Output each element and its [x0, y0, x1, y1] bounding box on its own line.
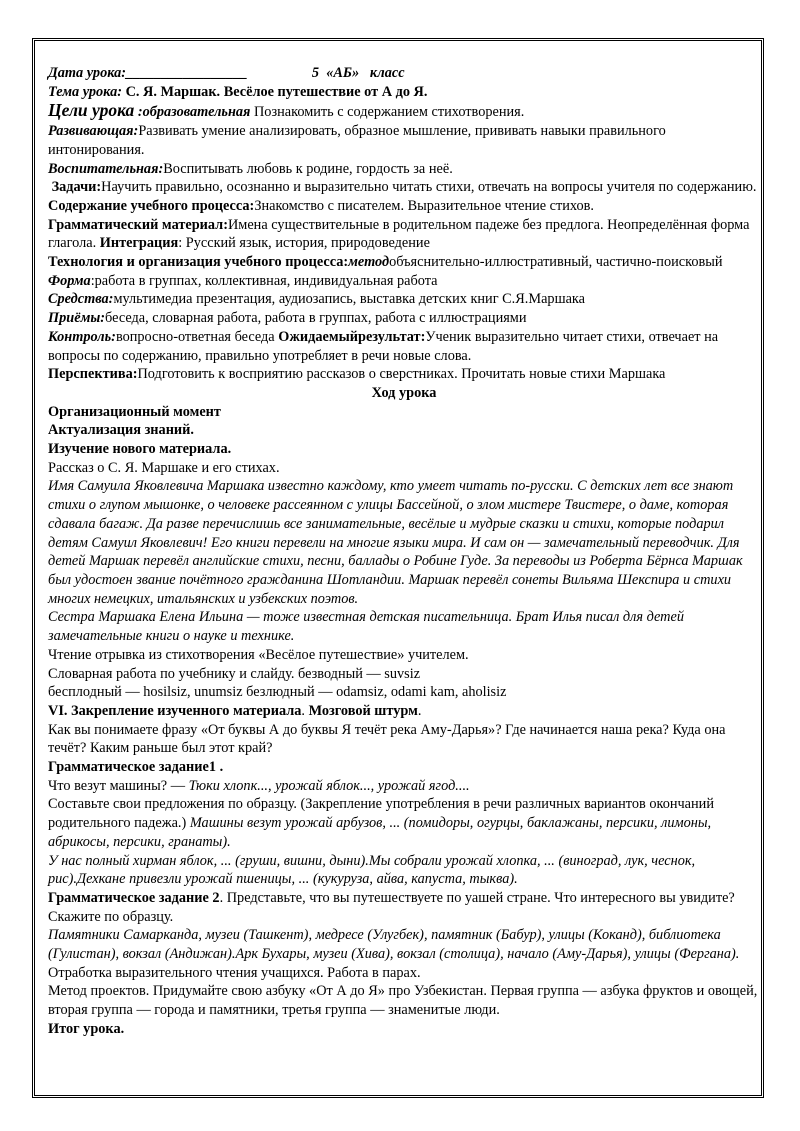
date-blank: _________________ [126, 65, 248, 81]
control-line [48, 328, 760, 365]
topic-label: Тема урока: [48, 83, 122, 100]
tasks-line [48, 178, 760, 215]
new-material: Изучение нового материала. [48, 441, 232, 458]
story-intro: Рассказ о С. Я. Маршаке и его стихах. [48, 459, 280, 476]
goals-label: Цели урока [48, 100, 135, 121]
integration-text: : Русский язык, история, природоведение [178, 235, 430, 252]
story-paragraph-2: Сестра Маршака Елена Ильина — тоже известная детская писательница. Брат Илья писал для детей замечательные книги о науке и технике. [48, 609, 684, 645]
task1-instruction-line [48, 795, 760, 851]
result-text: Ученик выразительно читает стихи, отвечает на вопросы по содержанию, правильно употребляет в речи новые слова. [48, 328, 719, 364]
developing-text: Развивать умение анализировать, образное мышление, прививать навыки правильного интонирования. [48, 123, 666, 158]
task1-title: Грамматическое задание1 . [48, 759, 224, 776]
perspective-text: Подготовить к восприятию рассказов о сверстниках. Прочитать новые стихи Маршака [137, 366, 666, 383]
developing-line [48, 122, 760, 159]
brainstorm-label: Мозговой штурм [308, 702, 418, 719]
org-moment: Организационный момент [48, 403, 221, 420]
vocab-line: бесплодный — hosilsiz, unumsiz безлюдный — odamsiz, odami kam, aholisiz [48, 684, 507, 701]
brainstorm-question: Как вы понимаете фразу «От буквы А до буквы Я течёт река Аму-Дарья»? Где начинается наша река? Куда она течёт? Каким раньше был этот край? [48, 721, 726, 757]
pair-work: Отработка выразительного чтения учащихся. Работа в парах. [48, 964, 421, 981]
lesson-plan-document [48, 64, 760, 1039]
task1-question-line [48, 777, 760, 796]
task2-line [48, 889, 760, 926]
vocab-intro: Словарная работа по учебнику и слайду. безводный — suvsiz [48, 665, 421, 682]
method-label: метод [348, 254, 390, 271]
task1-example-1: Машины везут урожай арбузов, ... (помидоры, огурцы, баклажаны, персики, лимоны, абрикосы, персики, гранаты). [48, 815, 712, 850]
developing-label: Развивающая: [48, 123, 139, 140]
reading-line: Чтение отрывка из стихотворения «Весёлое путешествие» учителем. [48, 646, 469, 663]
means-text: мультимедиа презентация, аудиозапись, выставка детских книг С.Я.Маршака [113, 291, 586, 308]
techniques-text: беседа, словарная работа, работа в группах, работа с иллюстрациями [105, 310, 527, 327]
techniques-line [48, 309, 760, 328]
consolidation-line: VI. Закрепление изученного материала. Мозговой штурм. [48, 702, 422, 719]
result-label: Ожидаемыйрезультат: [278, 328, 426, 345]
lesson-summary: Итог урока. [48, 1020, 125, 1037]
tasks-text: Научить правильно, осознанно и выразительно читать стихи, отвечать на вопросы учителя по содержанию. [101, 179, 757, 196]
topic-line [48, 83, 760, 102]
grammar-line [48, 216, 760, 253]
content-text: Знакомство с писателем. Выразительное чтение стихов. [254, 197, 594, 214]
control-label: Контроль: [48, 328, 116, 345]
upbringing-label: Воспитательная: [48, 160, 164, 177]
techniques-label: Приёмы: [48, 310, 106, 327]
tasks-label: Задачи: [51, 179, 102, 196]
technology-line [48, 253, 760, 290]
task1-example-2: У нас полный хирман яблок, ... (груши, вишни, дыни).Мы собрали урожай хлопка, ... (виноград, лук, чеснок, рис).Дехкане привезли урожай пшеницы, ... (кукуруза, айва, капуста, тыква). [48, 852, 696, 888]
date-label: Дата урока: [48, 65, 127, 81]
task2-example: Памятники Самарканда, музеи (Ташкент), медресе (Улугбек), памятник (Бабур), улицы (Коканд), библиотека (Гулистан), вокзал (Андижан).Арк Бухары, музеи (Хива), вокзал (столица), начало (Аму-Дарья), улицы (Фергана). [48, 927, 740, 963]
projects: Метод проектов. Придумайте свою азбуку «От А до Я» про Узбекистан. Первая группа — азбука фруктов и овощей, вторая группа — города и памятники, третья группа — знаменитые люди. [48, 983, 758, 1019]
task2-question: . Представьте, что вы путешествуете по уашей стране. Что интересного вы увидите? Скажите по образцу. [48, 889, 735, 925]
means-line [48, 290, 760, 309]
upbringing-line [48, 160, 760, 179]
content-label: Содержание учебного процесса: [48, 197, 255, 214]
educational-label: :образовательная [137, 104, 251, 121]
grammar-label: Грамматический материал: [48, 216, 228, 233]
task2-title: Грамматическое задание 2 [48, 889, 220, 906]
method-text: объяснительно-иллюстративный, частично-поисковый [389, 254, 723, 271]
perspective-label: Перспектива: [48, 366, 138, 383]
consolidation-label: VI. Закрепление изученного материала [48, 702, 302, 719]
task1-instruction: Составьте свои предложения по образцу. (Закрепление употребления в речи различных вариантов окончаний родительного падежа.) [48, 796, 714, 832]
date-grade-line [48, 64, 760, 83]
form-label: Форма [48, 272, 91, 289]
task1-question: Что везут машины? — [48, 777, 189, 794]
means-label: Средства: [48, 291, 114, 308]
goals-line [48, 101, 760, 122]
control-text: вопросно-ответная беседа [115, 328, 275, 345]
form-text: :работа в группах, коллективная, индивидуальная работа [90, 272, 438, 289]
topic: С. Я. Маршак. Весёлое путешествие от А до Я. [125, 83, 428, 100]
grammar-text: Имена существительные в родительном падеже без предлога. Неопределённая форма глагола. [48, 216, 750, 252]
task1-example: Тюки хлопк..., урожай яблок..., урожай ягод.... [188, 777, 470, 794]
educational-text: Познакомить с содержанием стихотворения. [253, 104, 525, 121]
technology-label: Технология и организация учебного процесса: [48, 254, 349, 271]
course-title: Ход урока [371, 384, 437, 401]
upbringing-text: Воспитывать любовь к родине, гордость за неё. [163, 160, 453, 177]
perspective-line [48, 365, 760, 384]
story-paragraph-1: Имя Самуила Яковлевича Маршака известно каждому, кто умеет читать по-русски. С детских лет все знают стихи о глупом мышонке, о человеке рассеянном с улицы Бассейной, о злом мистере Твистере, о даме, которая сдавала багаж. Да разве перечислишь все занимательные, весёлые и мудрые сказки и стихи, которые подарил детям Самуил Яковлевич! Его книги перевели на многие языки мира. И сам он — замечательный переводчик. Для детей Маршак перевёл английские стихи, песни, баллады о Робине Гуде. За переводы из Роберта Бёрнса Маршак был удостоен звание почётного гражданина Шотландии. Маршак перевёл сонеты Вильяма Шекспира и стихи многих немецких, итальянских и узбекских поэтов. [48, 478, 743, 607]
actualization: Актуализация знаний. [48, 422, 194, 439]
integration-label: Интеграция [99, 235, 179, 252]
grade: 5 «АБ» класс [311, 65, 405, 81]
